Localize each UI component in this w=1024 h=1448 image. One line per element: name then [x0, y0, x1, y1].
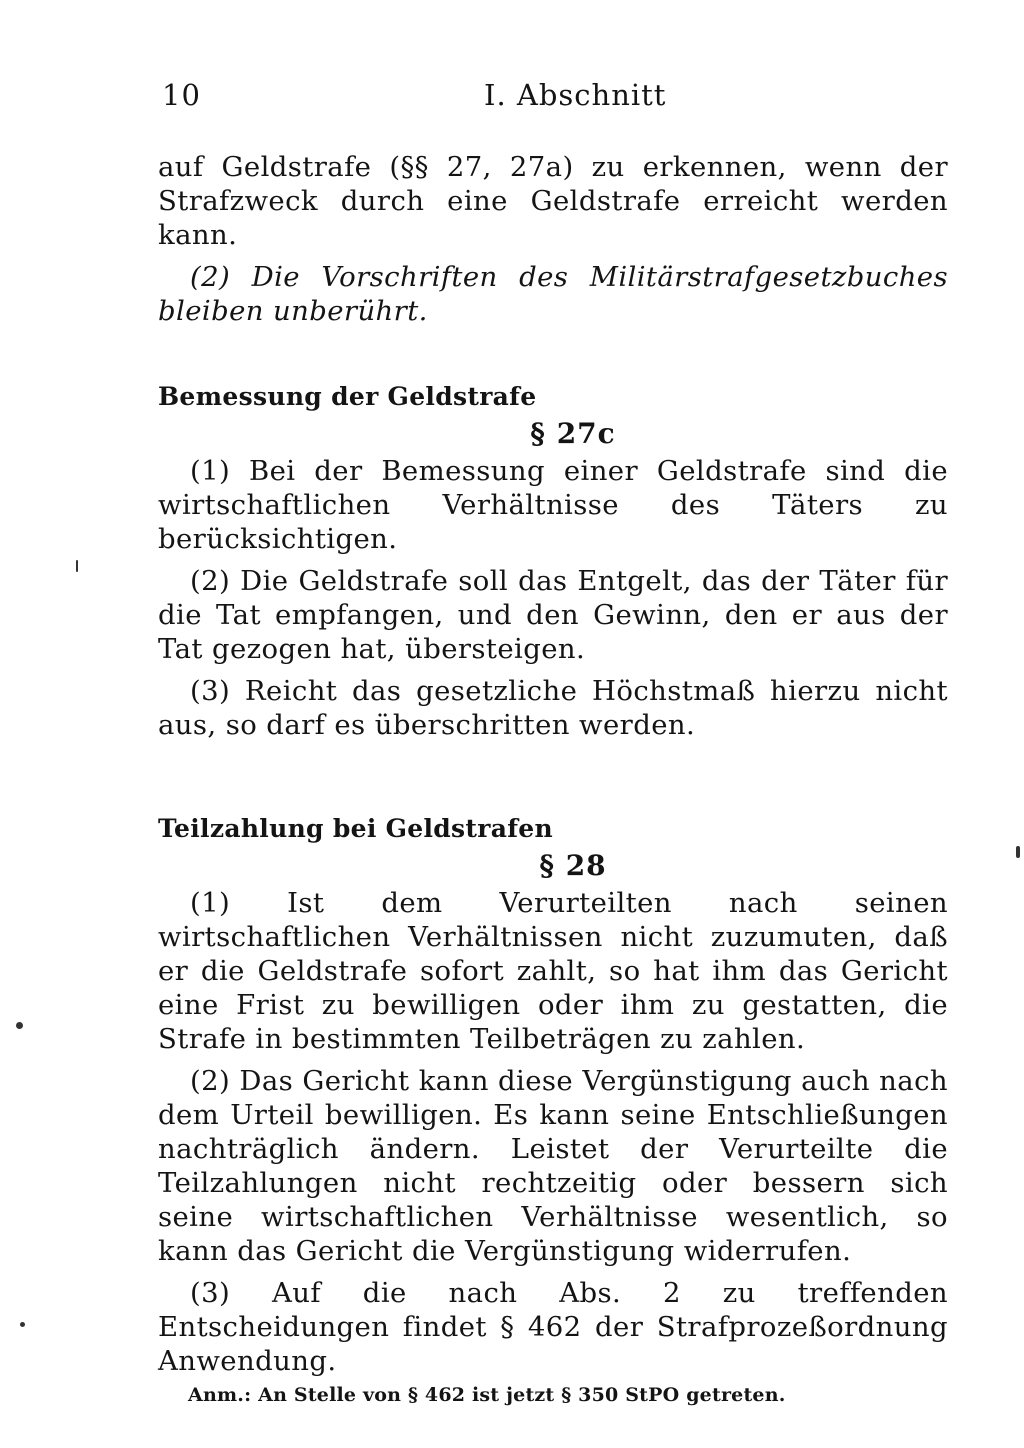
annotation-note: [188, 1382, 948, 1408]
section-27c-paragraph-1: (1) Bei der Bemessung einer Geldstrafe sind die wirtschaftlichen Verhältnisse des Täters zu berücksichtigen.: [158, 455, 948, 555]
annotation-label: Anm.:: [188, 1384, 252, 1406]
section-27c-paragraph-3: (3) Reicht das gesetzliche Höchstmaß hierzu nicht aus, so darf es überschritten werden.: [158, 675, 948, 741]
scan-speck: [76, 560, 78, 572]
section-28-paragraph-2: (2) Das Gericht kann diese Vergünstigung auch nach dem Urteil bewilligen. Es kann seine Entschließungen nachträglich ändern. Leistet der Verurteilte die Teilzahlungen nicht rechtzeitig oder bessern sich seine wirtschaftlichen Verhältnisse wesentlich, so kann das Gericht die Vergünstigung widerrufen.: [158, 1065, 948, 1267]
scan-speck: [16, 1022, 23, 1029]
paragraph-sign-27c: § 27c: [530, 417, 616, 450]
paragraph-sign-28: § 28: [539, 849, 607, 882]
section-title-28: Teilzahlung bei Geldstrafen: [158, 814, 553, 843]
page-body: [158, 150, 948, 1408]
intro-paragraph-2: (2) Die Vorschriften des Militärstrafgesetzbuches bleiben unberührt.: [158, 261, 948, 327]
scan-speck: [20, 1322, 25, 1327]
page-header: [162, 78, 952, 118]
running-head: I. Abschnitt: [484, 78, 667, 112]
section-title-27c: Bemessung der Geldstrafe: [158, 382, 537, 411]
intro-paragraph-1: auf Geldstrafe (§§ 27, 27a) zu erkennen, wenn der Strafzweck durch eine Geldstrafe erreicht werden kann.: [158, 151, 948, 251]
section-28-paragraph-3: (3) Auf die nach Abs. 2 zu treffenden Entscheidungen findet § 462 der Strafprozeßordnung Anwendung.: [158, 1277, 948, 1377]
annotation-text: An Stelle von § 462 ist jetzt § 350 StPO getreten.: [258, 1384, 786, 1406]
section-27c-paragraph-2: (2) Die Geldstrafe soll das Entgelt, das der Täter für die Tat empfangen, und den Gewinn, den er aus der Tat gezogen hat, übersteigen.: [158, 565, 948, 665]
scan-speck: [1016, 846, 1020, 858]
page-number: 10: [162, 78, 201, 112]
section-28-paragraph-1: (1) Ist dem Verurteilten nach seinen wirtschaftlichen Verhältnissen nicht zuzumuten, daß er die Geldstrafe sofort zahlt, so hat ihm das Gericht eine Frist zu bewilligen oder ihm zu gestatten, die Strafe in bestimmten Teilbeträgen zu zahlen.: [158, 887, 948, 1055]
